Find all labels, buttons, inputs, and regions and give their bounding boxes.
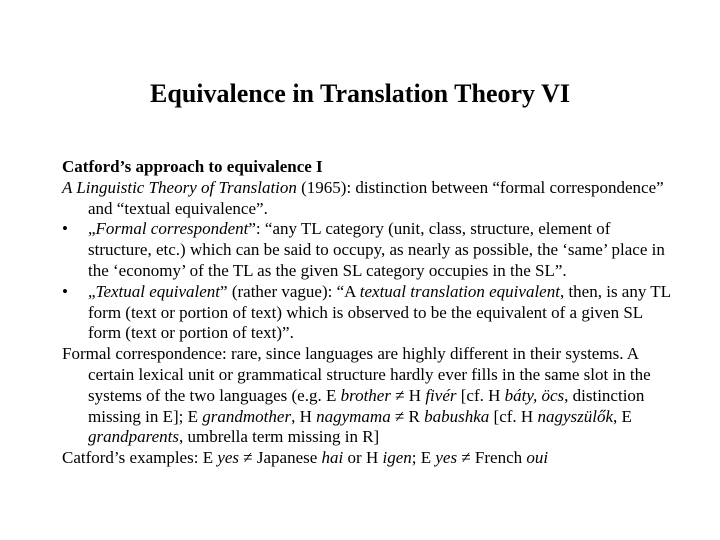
slide-body [62, 157, 674, 469]
text-run: ; E [411, 448, 436, 468]
intro-text: (1965): distinction between “formal correspondence” and “textual equivalence”. [88, 177, 664, 218]
text-run: Catford’s examples: E [62, 448, 218, 468]
example-word: nagyszülők [537, 406, 613, 426]
example-word: oui [526, 448, 549, 468]
formal-correspondence-paragraph [62, 344, 674, 448]
slide-title: Equivalence in Translation Theory VI [150, 79, 570, 108]
text-run: Formal correspondence: rare, since languages are highly different in their systems. A certain lexical unit or grammatical structure hardly ever fills in the same slot in the systems of the two languages (e.g. E [62, 344, 651, 405]
bullet-formal-correspondent [62, 219, 674, 281]
example-word: fivér [425, 385, 457, 405]
example-word: babushka [424, 406, 490, 426]
term-textual-equivalent: Textual equivalent [95, 281, 221, 301]
open-quote: „ [88, 219, 96, 239]
text-run: ≠ Japanese [239, 448, 322, 468]
intro-paragraph [62, 178, 674, 220]
bullet-text: ”: “any TL category (unit, class, structure, element of structure, etc.) which can be said to occupy, as nearly as possible, the ‘same’ place in the ‘economy’ of the TL as the given SL category occupies in the SL”. [88, 219, 665, 280]
example-word: yes [217, 448, 240, 468]
example-word: grandmother [202, 406, 292, 426]
bullet-dot: • [62, 281, 68, 301]
bullet-text: , then, is any TL form (text or portion of text) which is observed to be the equivalent of a given SL form (text or portion of text)”. [88, 281, 671, 343]
examples-paragraph [62, 448, 674, 469]
term-formal-correspondent: Formal correspondent [95, 219, 249, 239]
text-run: , distinction missing in E]; E [88, 385, 645, 426]
term-textual-translation-equivalent: textual translation equivalent [359, 281, 560, 301]
example-word: báty, öcs [504, 385, 565, 405]
text-run: ≠ R [390, 406, 425, 426]
open-quote: „ [88, 281, 96, 301]
example-word: igen [382, 448, 412, 468]
bullet-dot: • [62, 219, 68, 239]
example-word: grandparents [88, 427, 179, 447]
text-run: ≠ H [390, 385, 426, 405]
text-run: ≠ French [457, 448, 527, 468]
section-heading: Catford’s approach to equivalence I [62, 157, 323, 176]
bullet-textual-equivalent [62, 282, 674, 344]
text-run: [cf. H [489, 406, 538, 426]
text-run: , umbrella term missing in R] [179, 427, 380, 447]
bullet-text: ” (rather vague): “A [220, 281, 360, 301]
text-run: , E [613, 406, 632, 426]
example-word: nagymama [316, 406, 391, 426]
book-title: A Linguistic Theory of Translation [62, 177, 297, 197]
text-run: , H [291, 406, 317, 426]
example-word: brother [340, 385, 391, 405]
example-word: hai [321, 448, 344, 468]
text-run: or H [343, 448, 383, 468]
text-run: [cf. H [456, 385, 505, 405]
example-word: yes [435, 448, 458, 468]
